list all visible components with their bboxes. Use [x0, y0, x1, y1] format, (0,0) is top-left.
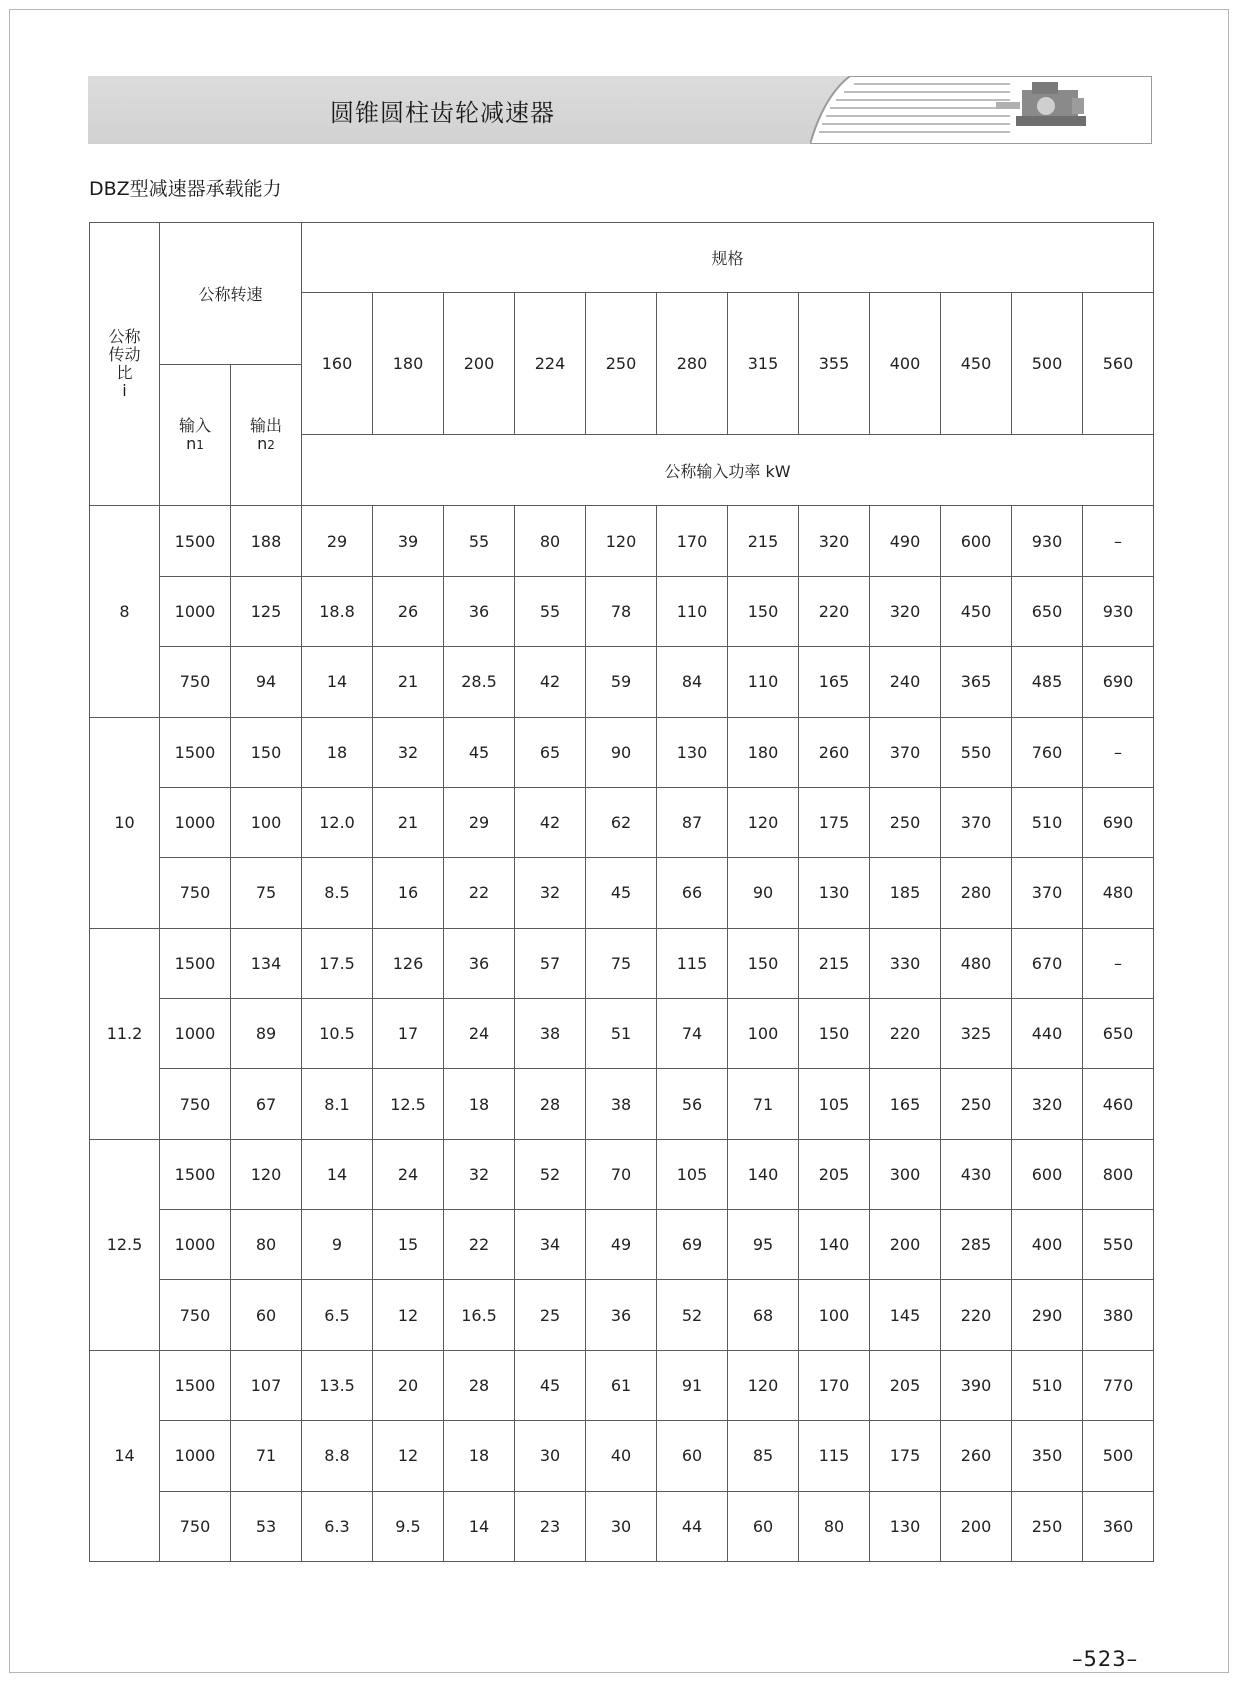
power-cell: 550: [1083, 1210, 1154, 1280]
input-speed-cell: 1000: [160, 787, 231, 857]
size-header-cell: 224: [515, 293, 586, 435]
power-cell: 120: [586, 506, 657, 576]
input-speed-cell: 1500: [160, 1139, 231, 1209]
power-cell: 260: [799, 717, 870, 787]
power-cell: 8.5: [302, 858, 373, 928]
power-header: 公称输入功率 kW: [302, 435, 1154, 506]
table-row: [90, 1491, 1154, 1562]
table-row: [90, 1210, 1154, 1280]
power-cell: 9.5: [373, 1491, 444, 1562]
power-cell: 34: [515, 1210, 586, 1280]
table-row: [90, 998, 1154, 1068]
power-cell: 220: [941, 1280, 1012, 1350]
power-cell: 28: [444, 1350, 515, 1420]
power-cell: 90: [728, 858, 799, 928]
power-cell: 6.5: [302, 1280, 373, 1350]
power-cell: 25: [515, 1280, 586, 1350]
power-cell: 200: [870, 1210, 941, 1280]
power-cell: 28: [515, 1069, 586, 1139]
power-cell: 32: [515, 858, 586, 928]
size-header-cell: 315: [728, 293, 799, 435]
input-speed-cell: 1000: [160, 1421, 231, 1491]
power-cell: 105: [799, 1069, 870, 1139]
power-cell: 180: [728, 717, 799, 787]
power-cell: 120: [728, 1350, 799, 1420]
power-cell: 390: [941, 1350, 1012, 1420]
power-cell: 15: [373, 1210, 444, 1280]
output-speed-cell: 100: [231, 787, 302, 857]
output-speed-cell: 67: [231, 1069, 302, 1139]
ratio-cell: 10: [90, 717, 160, 928]
power-cell: 56: [657, 1069, 728, 1139]
power-cell: 24: [444, 998, 515, 1068]
power-cell: 250: [870, 787, 941, 857]
input-speed-cell: 1000: [160, 1210, 231, 1280]
power-cell: 280: [941, 858, 1012, 928]
power-cell: 760: [1012, 717, 1083, 787]
power-cell: 105: [657, 1139, 728, 1209]
table-caption: DBZ型减速器承载能力: [89, 178, 282, 200]
output-speed-cell: 150: [231, 717, 302, 787]
power-cell: 40: [586, 1421, 657, 1491]
power-cell: 175: [799, 787, 870, 857]
power-cell: 22: [444, 1210, 515, 1280]
power-cell: 690: [1083, 647, 1154, 717]
power-cell: 22: [444, 858, 515, 928]
power-cell: 205: [799, 1139, 870, 1209]
table-row: [90, 1350, 1154, 1420]
power-cell: 17: [373, 998, 444, 1068]
power-cell: 185: [870, 858, 941, 928]
power-cell: 770: [1083, 1350, 1154, 1420]
power-cell: 800: [1083, 1139, 1154, 1209]
power-cell: 115: [799, 1421, 870, 1491]
size-header-cell: 560: [1083, 293, 1154, 435]
power-cell: 170: [657, 506, 728, 576]
power-cell: 9: [302, 1210, 373, 1280]
power-cell: 91: [657, 1350, 728, 1420]
power-cell: 8.8: [302, 1421, 373, 1491]
table-row: [90, 506, 1154, 576]
power-cell: 12: [373, 1280, 444, 1350]
size-header-cell: 400: [870, 293, 941, 435]
power-cell: 220: [870, 998, 941, 1068]
power-cell: 130: [657, 717, 728, 787]
power-cell: 42: [515, 647, 586, 717]
power-cell: 320: [870, 576, 941, 646]
power-cell: 13.5: [302, 1350, 373, 1420]
capacity-table: [89, 222, 1154, 1562]
power-cell: 205: [870, 1350, 941, 1420]
power-cell: 16: [373, 858, 444, 928]
output-speed-header: 输出 n2: [231, 364, 302, 506]
output-speed-cell: 188: [231, 506, 302, 576]
power-cell: 8.1: [302, 1069, 373, 1139]
power-cell: 38: [515, 998, 586, 1068]
power-cell: 250: [941, 1069, 1012, 1139]
header-decoration: [810, 76, 1152, 144]
size-header-cell: 200: [444, 293, 515, 435]
power-cell: 32: [444, 1139, 515, 1209]
power-cell: 370: [870, 717, 941, 787]
power-cell: 52: [657, 1280, 728, 1350]
power-cell: 320: [799, 506, 870, 576]
power-cell: 45: [586, 858, 657, 928]
size-header-cell: 180: [373, 293, 444, 435]
size-header-cell: 355: [799, 293, 870, 435]
power-cell: 600: [1012, 1139, 1083, 1209]
power-cell: 150: [799, 998, 870, 1068]
input-speed-cell: 750: [160, 1069, 231, 1139]
power-cell: 10.5: [302, 998, 373, 1068]
power-cell: 12.0: [302, 787, 373, 857]
input-speed-cell: 750: [160, 858, 231, 928]
power-cell: 55: [444, 506, 515, 576]
power-cell: 500: [1083, 1421, 1154, 1491]
output-speed-cell: 60: [231, 1280, 302, 1350]
power-cell: 300: [870, 1139, 941, 1209]
input-speed-cell: 1000: [160, 576, 231, 646]
table-row: [90, 1421, 1154, 1491]
power-cell: 20: [373, 1350, 444, 1420]
power-cell: 69: [657, 1210, 728, 1280]
ratio-cell: 14: [90, 1350, 160, 1561]
input-speed-header: 输入 n1: [160, 364, 231, 506]
table-row: [90, 787, 1154, 857]
power-cell: 100: [799, 1280, 870, 1350]
power-cell: 320: [1012, 1069, 1083, 1139]
output-speed-cell: 71: [231, 1421, 302, 1491]
power-cell: 365: [941, 647, 1012, 717]
power-cell: 150: [728, 928, 799, 998]
output-speed-cell: 75: [231, 858, 302, 928]
power-cell: 126: [373, 928, 444, 998]
power-cell: 51: [586, 998, 657, 1068]
power-cell: 42: [515, 787, 586, 857]
power-cell: 14: [302, 647, 373, 717]
power-cell: 29: [302, 506, 373, 576]
ratio-cell: 11.2: [90, 928, 160, 1139]
power-cell: 370: [941, 787, 1012, 857]
input-speed-cell: 750: [160, 647, 231, 717]
power-cell: 175: [870, 1421, 941, 1491]
power-cell: 380: [1083, 1280, 1154, 1350]
table-row: [90, 717, 1154, 787]
power-cell: 430: [941, 1139, 1012, 1209]
power-cell: 18.8: [302, 576, 373, 646]
power-cell: 14: [444, 1491, 515, 1562]
power-cell: 490: [870, 506, 941, 576]
power-cell: 12: [373, 1421, 444, 1491]
power-cell: 29: [444, 787, 515, 857]
power-cell: 95: [728, 1210, 799, 1280]
power-cell: 75: [586, 928, 657, 998]
power-cell: 30: [515, 1421, 586, 1491]
power-cell: 480: [941, 928, 1012, 998]
size-header-cell: 160: [302, 293, 373, 435]
power-cell: 78: [586, 576, 657, 646]
power-cell: 17.5: [302, 928, 373, 998]
power-cell: 325: [941, 998, 1012, 1068]
power-cell: 18: [444, 1421, 515, 1491]
power-cell: 68: [728, 1280, 799, 1350]
power-cell: –: [1083, 506, 1154, 576]
power-cell: 250: [1012, 1491, 1083, 1562]
power-cell: 650: [1083, 998, 1154, 1068]
power-cell: –: [1083, 717, 1154, 787]
power-cell: 30: [586, 1491, 657, 1562]
power-cell: 26: [373, 576, 444, 646]
power-cell: 45: [515, 1350, 586, 1420]
power-cell: 550: [941, 717, 1012, 787]
power-cell: 930: [1083, 576, 1154, 646]
power-cell: 70: [586, 1139, 657, 1209]
power-cell: 450: [941, 576, 1012, 646]
power-cell: 6.3: [302, 1491, 373, 1562]
table-row: [90, 928, 1154, 998]
power-cell: 44: [657, 1491, 728, 1562]
power-cell: 145: [870, 1280, 941, 1350]
power-cell: 36: [444, 928, 515, 998]
power-cell: 28.5: [444, 647, 515, 717]
power-cell: 370: [1012, 858, 1083, 928]
power-cell: 165: [799, 647, 870, 717]
power-cell: 62: [586, 787, 657, 857]
power-cell: 18: [444, 1069, 515, 1139]
power-cell: 140: [799, 1210, 870, 1280]
power-cell: 57: [515, 928, 586, 998]
power-cell: 61: [586, 1350, 657, 1420]
power-cell: 140: [728, 1139, 799, 1209]
power-cell: 350: [1012, 1421, 1083, 1491]
power-cell: 55: [515, 576, 586, 646]
power-cell: 38: [586, 1069, 657, 1139]
power-cell: 170: [799, 1350, 870, 1420]
size-header-cell: 450: [941, 293, 1012, 435]
table-row: [90, 647, 1154, 717]
ratio-header: 公称 传动 比 i: [90, 223, 160, 506]
power-cell: 52: [515, 1139, 586, 1209]
power-cell: 485: [1012, 647, 1083, 717]
power-cell: 24: [373, 1139, 444, 1209]
power-cell: 510: [1012, 1350, 1083, 1420]
power-cell: 23: [515, 1491, 586, 1562]
power-cell: 510: [1012, 787, 1083, 857]
power-cell: 690: [1083, 787, 1154, 857]
power-cell: 74: [657, 998, 728, 1068]
power-cell: 16.5: [444, 1280, 515, 1350]
output-speed-cell: 89: [231, 998, 302, 1068]
power-cell: 130: [870, 1491, 941, 1562]
power-cell: 21: [373, 647, 444, 717]
power-cell: 400: [1012, 1210, 1083, 1280]
power-cell: 215: [728, 506, 799, 576]
input-speed-cell: 750: [160, 1280, 231, 1350]
input-speed-cell: 1500: [160, 717, 231, 787]
input-speed-cell: 750: [160, 1491, 231, 1562]
output-speed-cell: 80: [231, 1210, 302, 1280]
power-cell: 80: [799, 1491, 870, 1562]
power-cell: 150: [728, 576, 799, 646]
power-cell: 115: [657, 928, 728, 998]
power-cell: 59: [586, 647, 657, 717]
power-cell: 480: [1083, 858, 1154, 928]
power-cell: 110: [657, 576, 728, 646]
power-cell: 165: [870, 1069, 941, 1139]
power-cell: 670: [1012, 928, 1083, 998]
power-cell: 36: [444, 576, 515, 646]
power-cell: 45: [444, 717, 515, 787]
power-cell: 650: [1012, 576, 1083, 646]
size-header-cell: 500: [1012, 293, 1083, 435]
power-cell: 600: [941, 506, 1012, 576]
power-cell: 32: [373, 717, 444, 787]
power-cell: 80: [515, 506, 586, 576]
ratio-cell: 12.5: [90, 1139, 160, 1350]
power-cell: 18: [302, 717, 373, 787]
power-cell: 260: [941, 1421, 1012, 1491]
power-cell: 220: [799, 576, 870, 646]
ratio-cell: 8: [90, 506, 160, 717]
power-cell: 65: [515, 717, 586, 787]
power-cell: 71: [728, 1069, 799, 1139]
power-cell: 930: [1012, 506, 1083, 576]
power-cell: 285: [941, 1210, 1012, 1280]
speed-header: 公称转速: [160, 223, 302, 365]
power-cell: 36: [586, 1280, 657, 1350]
power-cell: 85: [728, 1421, 799, 1491]
table-row: [90, 1069, 1154, 1139]
size-header-cell: 280: [657, 293, 728, 435]
power-cell: 215: [799, 928, 870, 998]
power-cell: 200: [941, 1491, 1012, 1562]
power-cell: 49: [586, 1210, 657, 1280]
power-cell: 87: [657, 787, 728, 857]
power-cell: 130: [799, 858, 870, 928]
power-cell: 60: [657, 1421, 728, 1491]
spec-header: 规格: [302, 223, 1154, 293]
page-number: –523–: [1072, 1647, 1139, 1671]
output-speed-cell: 53: [231, 1491, 302, 1562]
power-cell: –: [1083, 928, 1154, 998]
power-cell: 440: [1012, 998, 1083, 1068]
table-row: [90, 1280, 1154, 1350]
input-speed-cell: 1500: [160, 928, 231, 998]
power-cell: 460: [1083, 1069, 1154, 1139]
power-cell: 39: [373, 506, 444, 576]
power-cell: 90: [586, 717, 657, 787]
power-cell: 240: [870, 647, 941, 717]
power-cell: 84: [657, 647, 728, 717]
input-speed-cell: 1500: [160, 1350, 231, 1420]
power-cell: 21: [373, 787, 444, 857]
power-cell: 110: [728, 647, 799, 717]
output-speed-cell: 94: [231, 647, 302, 717]
table-row: [90, 576, 1154, 646]
page-title: 圆锥圆柱齿轮减速器: [330, 99, 555, 127]
input-speed-cell: 1500: [160, 506, 231, 576]
table-row: [90, 858, 1154, 928]
power-cell: 14: [302, 1139, 373, 1209]
output-speed-cell: 134: [231, 928, 302, 998]
power-cell: 360: [1083, 1491, 1154, 1562]
output-speed-cell: 125: [231, 576, 302, 646]
table-row: [90, 1139, 1154, 1209]
power-cell: 290: [1012, 1280, 1083, 1350]
input-speed-cell: 1000: [160, 998, 231, 1068]
power-cell: 330: [870, 928, 941, 998]
size-header-cell: 250: [586, 293, 657, 435]
power-cell: 120: [728, 787, 799, 857]
output-speed-cell: 120: [231, 1139, 302, 1209]
power-cell: 60: [728, 1491, 799, 1562]
power-cell: 100: [728, 998, 799, 1068]
output-speed-cell: 107: [231, 1350, 302, 1420]
power-cell: 66: [657, 858, 728, 928]
power-cell: 12.5: [373, 1069, 444, 1139]
